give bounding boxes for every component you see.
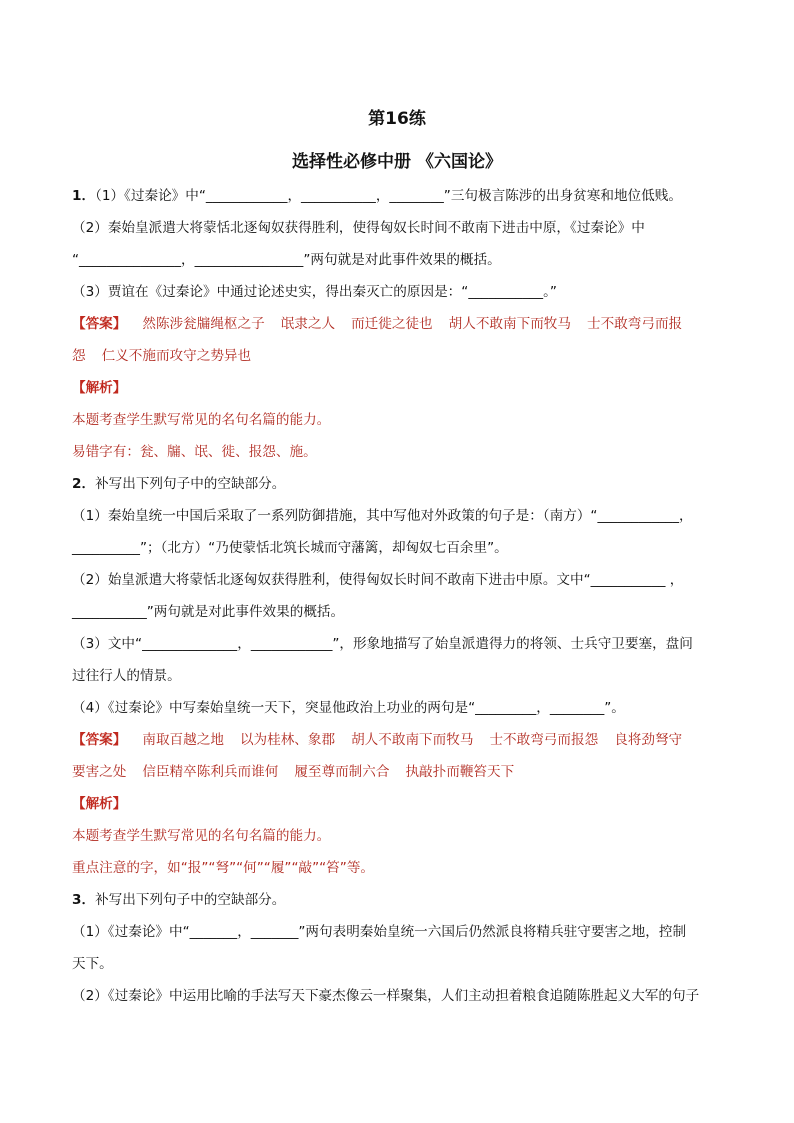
q2-line-6: 过往行人的情景。	[72, 668, 181, 684]
answer-item: 然陈涉瓮牖绳枢之子	[142, 316, 265, 332]
q2-line-4: ___________”两句就是对此事件效果的概括。	[72, 604, 345, 620]
q2-line-2: __________”；（北方）“乃使蒙恬北筑长城而守藩篱，却匈奴七百余里”。	[72, 540, 508, 556]
analysis-label: 【解析】	[72, 380, 127, 396]
q2-answer-line-2	[72, 762, 732, 782]
answer-item: 氓隶之人	[280, 316, 336, 332]
q2-stem: 补写出下列句子中的空缺部分。	[95, 476, 286, 492]
q2-line-5: （3）文中“______________，____________”，形象地描写了始皇派遣得力的将领、士兵守卫要塞，盘问	[72, 636, 693, 652]
answer-item: 良将劲弩守	[614, 732, 683, 748]
q2-analysis-2: 重点注意的字，如“报”“弩”“何”“履”“敲”“笞”等。	[72, 860, 375, 876]
answer-item: 而迁徙之徒也	[351, 316, 433, 332]
q2-analysis-1: 本题考查学生默写常见的名句名篇的能力。	[72, 828, 331, 844]
answer-item: 南取百越之地	[142, 732, 224, 748]
q1-line-4: （3）贾谊在《过秦论》中通过论述史实，得出秦灭亡的原因是：“___________。”	[72, 284, 557, 300]
q1-analysis-2: 易错字有：瓮、牖、氓、徙、报怨、施。	[72, 444, 317, 460]
q1-line-1	[72, 186, 732, 206]
answer-label: 【答案】	[72, 732, 127, 748]
q1-number: 1．	[72, 188, 96, 204]
q3-line-3: （2）《过秦论》中运用比喻的手法写天下豪杰像云一样聚集，人们主动担着粮食追随陈胜起义大军的句子	[72, 988, 700, 1004]
q1-answer-line-2	[72, 346, 732, 366]
q3-stem-line	[72, 890, 732, 910]
q2-number: 2．	[72, 476, 96, 492]
q1-line-2: （2）秦始皇派遣大将蒙恬北逐匈奴获得胜利，使得匈奴长时间不敢南下进击中原，《过秦论》中	[72, 220, 645, 236]
page-subtitle: 选择性必修中册 《六国论》	[292, 152, 502, 172]
answer-item: 胡人不敢南下而牧马	[448, 316, 571, 332]
answer-label: 【答案】	[72, 316, 127, 332]
answer-item: 要害之处	[72, 764, 127, 780]
q1-text-1: （1）《过秦论》中“____________，___________，________”三句极言陈涉的出身贫寒和地位低贱。	[95, 188, 682, 204]
q1-analysis-1: 本题考查学生默写常见的名句名篇的能力。	[72, 412, 331, 428]
q2-line-7: （4）《过秦论》中写秦始皇统一天下，突显他政治上功业的两句是“_________，________”。	[72, 700, 625, 716]
analysis-label: 【解析】	[72, 796, 127, 812]
q3-line-2: 天下。	[72, 956, 113, 972]
q3-stem: 补写出下列句子中的空缺部分。	[95, 892, 286, 908]
answer-item: 士不敢弯弓而报怨	[489, 732, 599, 748]
q2-line-1: （1）秦始皇统一中国后采取了一系列防御措施，其中写他对外政策的句子是：（南方）“____________，	[72, 508, 693, 524]
answer-item: 履至尊而制六合	[294, 764, 390, 780]
answer-item: 信臣精卒陈利兵而谁何	[142, 764, 279, 780]
page-title: 第16练	[368, 109, 426, 129]
answer-item: 以为桂林、象郡	[239, 732, 336, 748]
q3-line-1: （1）《过秦论》中“_______，_______”两句表明秦始皇统一六国后仍然派良将精兵驻守要害之地，控制	[72, 924, 687, 940]
q2-answer-line-1	[72, 730, 732, 750]
q1-answer-line-1	[72, 314, 732, 334]
q2-stem-line	[72, 474, 732, 494]
answer-item: 执敲扑而鞭笞天下	[405, 764, 515, 780]
q3-number: 3．	[72, 892, 96, 908]
answer-item: 士不敢弯弓而报	[587, 316, 683, 332]
answer-item: 怨	[72, 348, 86, 364]
answer-item: 胡人不敢南下而牧马	[351, 732, 474, 748]
answer-item: 仁义不施而攻守之势异也	[101, 348, 252, 364]
q1-line-3: “_______________，________________”两句就是对此事件效果的概括。	[72, 252, 501, 268]
q2-line-3: （2）始皇派遣大将蒙恬北逐匈奴获得胜利，使得匈奴长时间不敢南下进击中原。文中“___________ ，	[72, 572, 684, 588]
